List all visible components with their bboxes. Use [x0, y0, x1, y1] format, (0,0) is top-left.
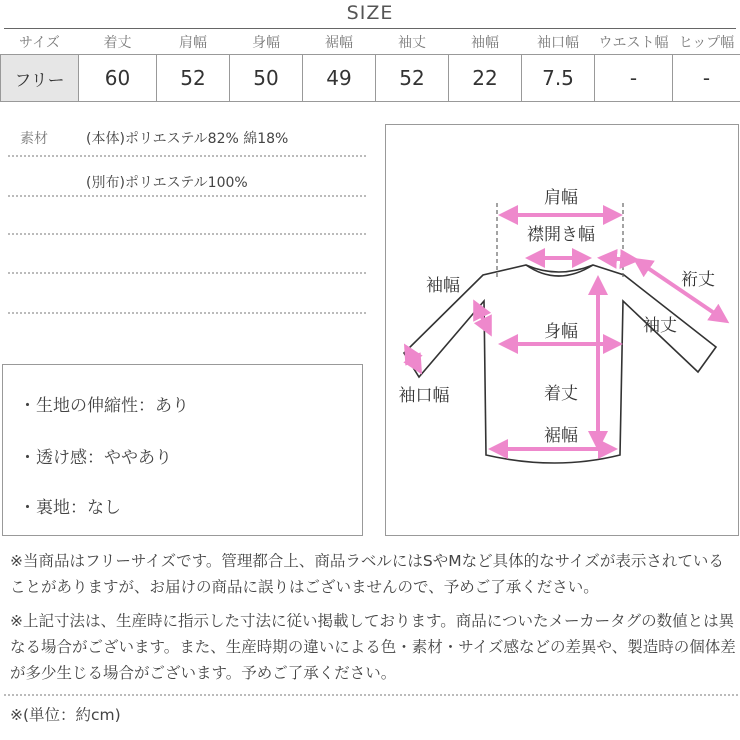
measurement-diagram	[385, 124, 739, 536]
header-length: 着丈	[103, 35, 132, 51]
material-row-1	[8, 128, 366, 148]
feature-sheerness: ・透け感：ややあり	[19, 448, 172, 468]
table-row	[1, 55, 740, 102]
material-label: 素材	[20, 131, 48, 147]
label-yuki: 裄丈	[681, 270, 715, 290]
feature-stretch: ・生地の伸縮性：あり	[19, 396, 189, 416]
material-row-2	[8, 172, 366, 192]
label-cuff: 袖口幅	[398, 386, 450, 406]
header-sleeve-width: 袖幅	[471, 35, 499, 51]
divider	[8, 233, 366, 235]
label-sleeve-width: 袖幅	[426, 276, 460, 296]
cell-size: フリー	[1, 55, 79, 102]
label-shoulder: 肩幅	[544, 188, 578, 208]
divider	[8, 195, 366, 197]
label-length: 着丈	[544, 384, 578, 404]
note-free-size: ※当商品はフリーサイズです。管理都合上、商品ラベルにはSやMなど具体的なサイズが表示されていることがありますが、お届けの商品に誤りはございませんので、予めご了承ください。	[10, 552, 724, 596]
header-hip: ヒップ幅	[678, 35, 735, 51]
header-waist: ウエスト幅	[598, 35, 669, 51]
title-underline	[4, 28, 736, 29]
cell-waist: -	[595, 55, 673, 102]
header-hem: 裾幅	[325, 35, 353, 51]
cell-cuff: 7.5	[522, 55, 595, 102]
header-shoulder: 肩幅	[179, 35, 207, 51]
label-neck: 襟開き幅	[527, 225, 595, 245]
header-sleeve-length: 袖丈	[398, 35, 426, 51]
unit-note: ※(単位：約cm)	[10, 706, 121, 724]
cell-sleeve-length: 52	[376, 55, 449, 102]
divider	[8, 312, 366, 314]
material-section	[8, 128, 366, 216]
features-box	[2, 364, 363, 536]
cell-hip: -	[673, 55, 740, 102]
header-body-width: 身幅	[252, 35, 280, 51]
cell-sleeve-width: 22	[449, 55, 522, 102]
feature-lining: ・裏地：なし	[19, 498, 121, 518]
material-line-1: (本体)ポリエステル82% 綿18%	[86, 131, 289, 147]
header-cuff: 袖口幅	[537, 35, 579, 51]
divider	[4, 694, 738, 696]
garment-diagram	[386, 125, 740, 537]
material-line-2: (別布)ポリエステル100%	[86, 175, 248, 191]
label-sleeve-length: 袖丈	[643, 316, 677, 336]
size-title: SIZE	[346, 2, 394, 24]
note-measurement: ※上記寸法は、生産時に指示した寸法に従い掲載しております。商品についたメーカータグの数値とは異なる場合がございます。また、生産時期の違いによる色・素材・サイズ感などの差異や、製造時の個体差が多少生じる場合がございます。予めご了承ください。	[10, 612, 736, 682]
header-size: サイズ	[19, 35, 60, 51]
divider	[8, 272, 366, 274]
notes-section	[10, 548, 738, 728]
divider	[8, 155, 366, 157]
label-hem: 裾幅	[544, 426, 578, 446]
label-body-width: 身幅	[544, 322, 578, 342]
size-table-header	[1, 30, 740, 55]
cell-shoulder: 52	[157, 55, 230, 102]
size-table	[0, 30, 740, 102]
cell-body-width: 50	[230, 55, 303, 102]
cell-length: 60	[79, 55, 157, 102]
cell-hem: 49	[303, 55, 376, 102]
